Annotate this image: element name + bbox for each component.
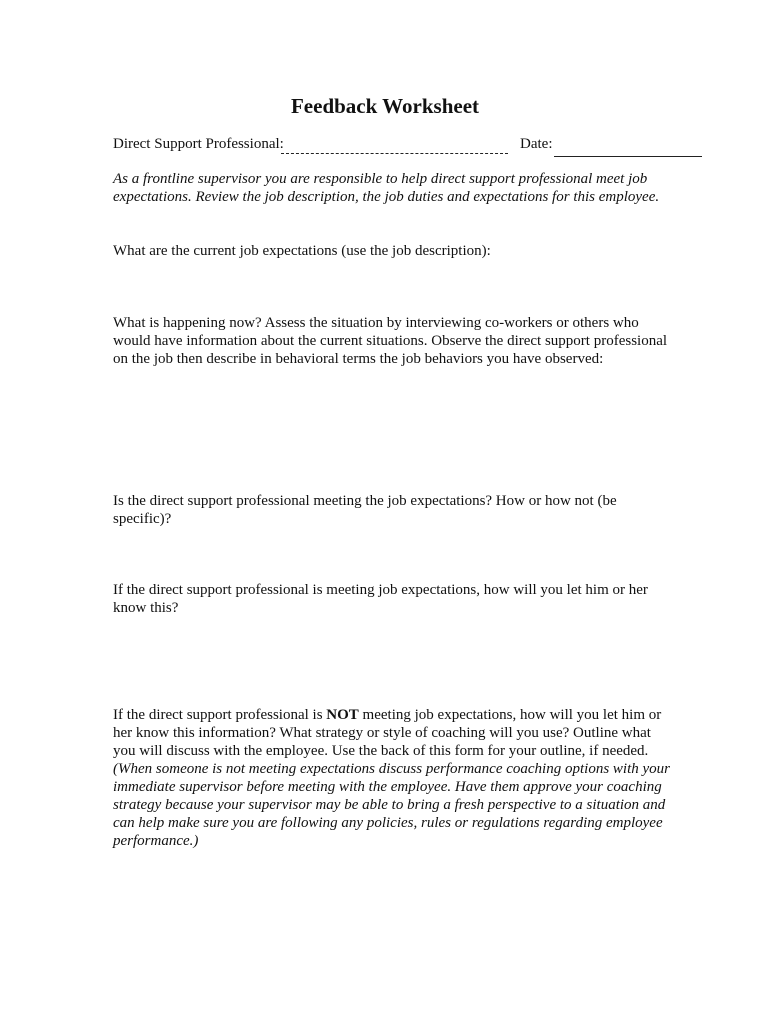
question-if-not-meeting [113,706,673,850]
dsp-label: Direct Support Professional: [113,136,284,152]
question-if-meeting: If the direct support professional is meeting job expectations, how will you let him or her know this? [113,582,648,616]
date-field-line[interactable] [554,156,702,157]
intro-instructions: As a frontline supervisor you are responsible to help direct support professional meet job expectations. Review the job description, the job duties and expectations for this employee. [113,171,660,205]
date-label: Date: [520,136,553,152]
question-what-is-happening: What is happening now? Assess the situation by interviewing co-workers or others who would have information about the current situations. Observe the direct support professional on the job then describe in behavioral terms the job behaviors you have observed: [113,315,668,367]
q5-text-italic: (When someone is not meeting expectations discuss performance coaching options with your immediate supervisor before meeting with the employee. Have them approve your coaching strategy because your supervisor may be able to bring a fresh perspective to a situation and can help make sure you are following any policies, rules or regulations regarding employee performance.) [113,761,670,849]
question-current-expectations: What are the current job expectations (use the job description): [113,243,491,259]
q5-text-bold: NOT [326,707,359,723]
question-meeting-expectations: Is the direct support professional meeting the job expectations? How or how not (be specific)? [113,493,617,527]
page-title: Feedback Worksheet [290,94,480,118]
q5-text-pre: If the direct support professional is [113,707,327,723]
q5-text-post: meeting job expectations, how will you let him or her know this information? What strategy or style of coaching will you use? Outline what you will discuss with the employee. Use the back of this form for your outline, if needed. [113,707,662,759]
dsp-field-line[interactable] [281,153,508,154]
